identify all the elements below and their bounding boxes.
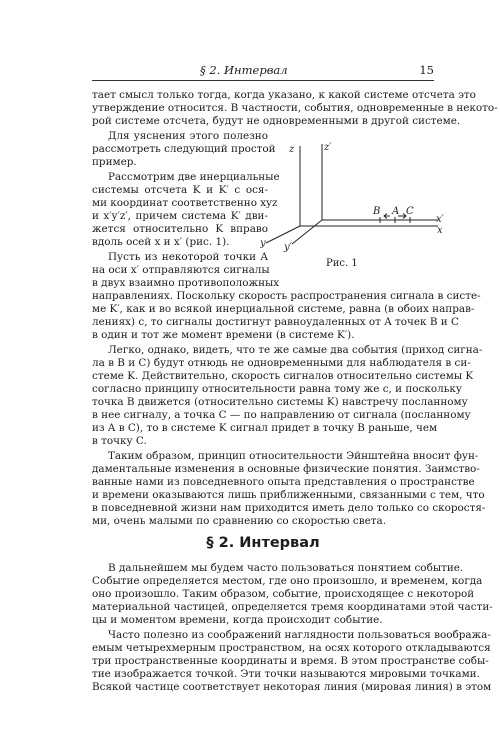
text-line: Легко, однако, видеть, что те же самые два события (приход сигна- <box>108 344 483 356</box>
text-line: емым четырехмерным пространством, на осях которого откладываются <box>92 642 491 654</box>
text-line: стеме K. Действительно, скорость сигналов относительно системы K <box>92 370 474 382</box>
text-line: Для уяснения этого полезно <box>108 130 268 142</box>
text-line: в двух взаимно противоположных <box>92 277 280 289</box>
text-line: из A в C), то в системе K сигнал придет в точку B раньше, чем <box>92 422 438 434</box>
text-line: утверждение относится. В частности, события, одновременные в некото- <box>92 102 498 114</box>
text-line: Событие определяется местом, где оно произошло, и временем, когда <box>92 575 483 587</box>
page-number: 15 <box>419 63 434 77</box>
text-line: тие изображается точкой. Эти точки называются мировыми точками. <box>92 668 480 680</box>
text-line: в точку C. <box>92 435 147 447</box>
axis-label-x-prime: x′ <box>436 214 444 225</box>
text-line: и времени оказываются лишь приближенными, связанными с тем, что <box>92 489 485 501</box>
text-line: Всякой частице соответствует некоторая линия (мировая линия) в этом <box>92 681 492 693</box>
text-line: направлениях. Поскольку скорость распространения сигнала в систе- <box>92 290 481 302</box>
y-axis-line <box>266 226 300 243</box>
text-line: рой системе отсчета, будут не одновременными в другой системе. <box>92 115 461 127</box>
text-line: Рассмотрим две инерциальные <box>108 171 280 183</box>
text-line: в повседневной жизни нам приходится иметь дело только со скоростя- <box>92 502 486 514</box>
text-line: цы и моментом времени, когда происходит событие. <box>92 614 383 626</box>
text-line: ванные нами из повседневного опыта представления о пространстве <box>92 476 475 488</box>
axis-label-x: x <box>437 225 443 236</box>
point-label-B: B <box>373 206 381 217</box>
text-line: ми координат соответственно xyz <box>92 197 278 209</box>
text-line: три пространственные координаты и время. В этом пространстве собы- <box>92 655 489 667</box>
text-line: Таким образом, принцип относительности Эйнштейна вносит фун- <box>108 450 479 462</box>
point-label-C: C <box>406 206 414 217</box>
figure-caption: Рис. 1 <box>326 258 358 269</box>
axis-label-y-prime: y′ <box>284 242 292 253</box>
text-line: вдоль осей x и x′ (рис. 1). <box>92 236 230 248</box>
text-line: Часто полезно из соображений наглядности пользоваться вообража- <box>108 629 491 641</box>
text-line: точка B движется (относительно системы K) навстречу посланному <box>92 396 468 408</box>
axis-label-y: y <box>260 238 266 249</box>
text-line: в один и тот же момент времени (в системе K′). <box>92 329 355 341</box>
text-line: рассмотреть следующий простой <box>92 143 276 155</box>
text-line: Пусть из некоторой точки A <box>108 251 268 263</box>
axis-label-z: z <box>289 144 295 155</box>
running-title: § 2. Интервал <box>200 63 288 77</box>
text-line: лениях) c, то сигналы достигнут равноудаленных от A точек B и C <box>92 316 459 328</box>
text-line: жется относительно K вправо <box>92 223 268 235</box>
text-line: пример. <box>92 156 137 168</box>
text-line: В дальнейшем мы будем часто пользоваться понятием событие. <box>108 562 464 574</box>
text-line: оно произошло. Таким образом, событие, происходящее с некоторой <box>92 588 475 600</box>
y-prime-axis-line <box>292 220 322 244</box>
section-heading: § 2. Интервал <box>206 535 320 551</box>
text-line: даментальные изменения в основные физические понятия. Заимство- <box>92 463 480 475</box>
page-header <box>92 62 434 81</box>
text-line: на оси x′ отправляются сигналы <box>92 264 270 276</box>
text-line: в нее сигналу, а точка C — по направлению от сигнала (посланному <box>92 409 471 421</box>
text-line: системы отсчета K и K′ с ося- <box>92 184 268 196</box>
text-line: ла в B и C) будут отнюдь не одновременными для наблюдателя в си- <box>92 357 471 369</box>
axis-label-z-prime: z′ <box>324 142 332 153</box>
text-line: согласно принципу относительности равна тому же c, и поскольку <box>92 383 462 395</box>
text-line: ми, очень малыми по сравнению со скоростью света. <box>92 515 386 527</box>
text-line: и x′y′z′, причем система K′ дви- <box>92 210 268 222</box>
text-line: тает смысл только тогда, когда указано, к какой системе отсчета это <box>92 89 476 101</box>
point-label-A: A <box>392 206 400 217</box>
text-line: ме K′, как и во всякой инерциальной системе, равна (в обоих направ- <box>92 303 475 315</box>
text-line: материальной частицей, определяется тремя координатами этой части- <box>92 601 493 613</box>
